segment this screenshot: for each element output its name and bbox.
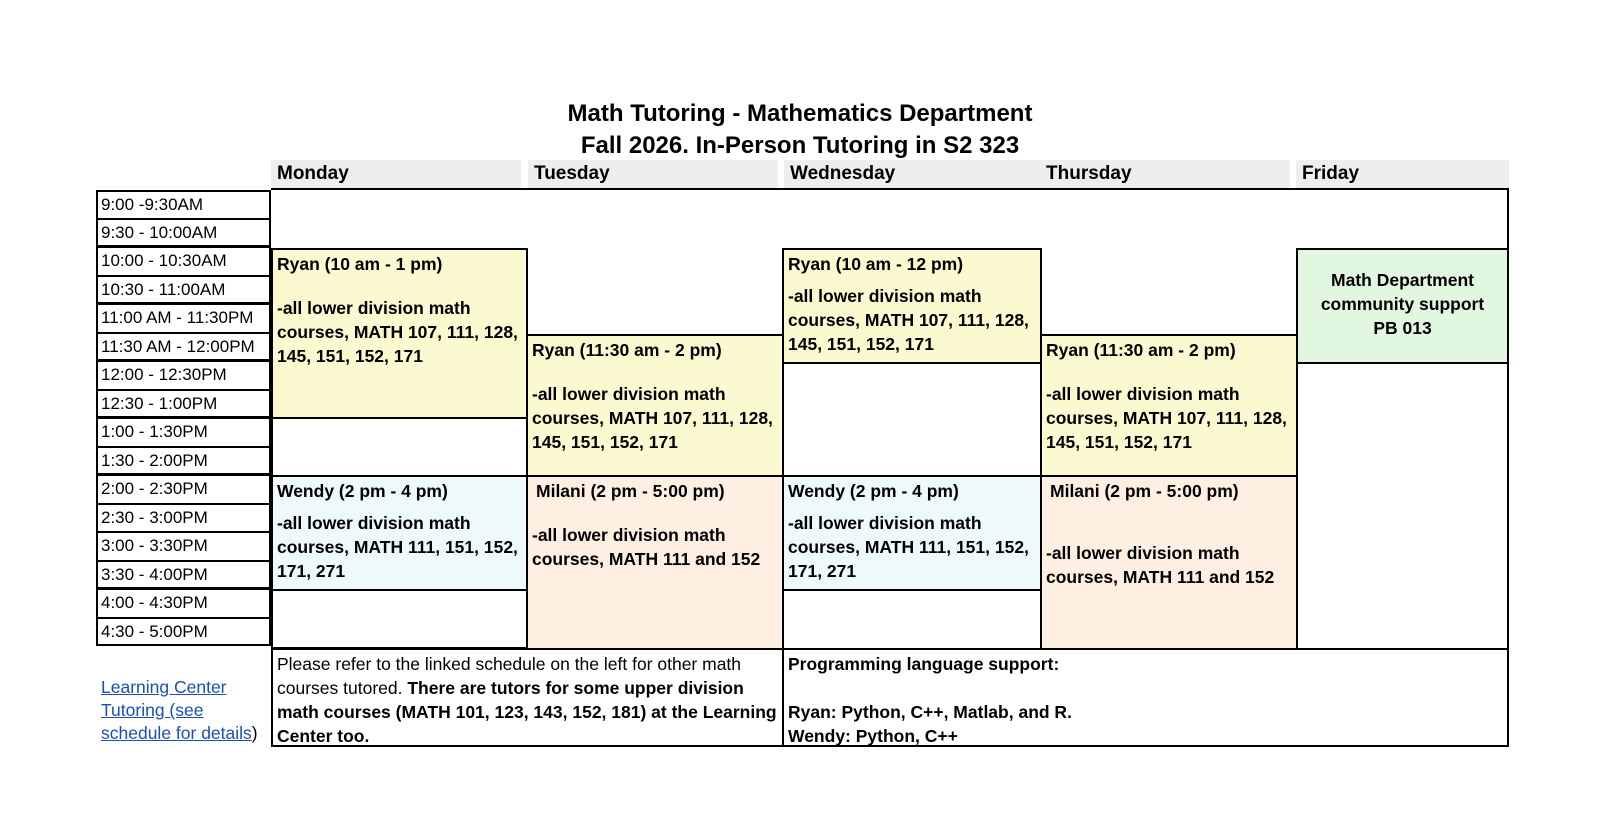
tutor-name: Wendy (2 pm - 4 pm)	[788, 481, 959, 501]
tutor-courses: -all lower division math courses, MATH 107, 111, 128, 145, 151, 152, 171	[277, 298, 518, 366]
programming-ryan: Ryan: Python, C++, Matlab, and R.	[788, 702, 1072, 722]
programming-wendy: Wendy: Python, C++	[788, 726, 958, 746]
time-slot-label: 4:30 - 5:00PM	[96, 618, 271, 647]
link-suffix: )	[251, 723, 258, 743]
tuesday-milani-block	[526, 475, 784, 650]
support-room: PB 013	[1373, 318, 1432, 338]
learning-center-link-text[interactable]: Learning Center Tutoring (see schedule for details	[101, 677, 252, 743]
tutor-courses: -all lower division math courses, MATH 111 and 152	[1046, 543, 1275, 587]
time-slot-label: 2:30 - 3:00PM	[96, 504, 271, 533]
tutor-name: Ryan (10 am - 1 pm)	[277, 254, 443, 274]
time-slot-label: 1:00 - 1:30PM	[96, 418, 271, 447]
day-header-wednesday: Wednesday	[784, 160, 1040, 188]
monday-empty-block	[271, 417, 528, 477]
monday-wendy-block	[271, 475, 528, 591]
tutor-courses: -all lower division math courses, MATH 107, 111, 128, 145, 151, 152, 171	[788, 286, 1029, 354]
time-slot-label: 9:00 -9:30AM	[96, 190, 271, 219]
programming-support	[782, 648, 1509, 747]
day-header-tuesday: Tuesday	[528, 160, 778, 188]
day-header-friday: Friday	[1296, 160, 1509, 188]
tutor-courses: -all lower division math courses, MATH 111, 151, 152, 171, 271	[788, 513, 1029, 581]
time-slot-label: 1:30 - 2:00PM	[96, 447, 271, 476]
wednesday-empty-block	[782, 362, 1042, 477]
time-slot-label: 9:30 - 10:00AM	[96, 219, 271, 248]
tutor-name: Ryan (11:30 am - 2 pm)	[532, 340, 722, 360]
learning-center-link[interactable]	[101, 676, 271, 745]
support-subtitle: community support	[1320, 294, 1485, 314]
time-slot-label: 2:00 - 2:30PM	[96, 475, 271, 504]
friday-empty-block	[1296, 362, 1509, 650]
time-slot-label: 3:30 - 4:00PM	[96, 561, 271, 590]
thursday-ryan-block	[1040, 334, 1298, 477]
wednesday-ryan-block	[782, 248, 1042, 364]
day-header-monday: Monday	[271, 160, 521, 188]
tutor-name: Milani (2 pm - 5:00 pm)	[536, 481, 725, 501]
tutor-courses: -all lower division math courses, MATH 107, 111, 128, 145, 151, 152, 171	[532, 384, 773, 452]
footer-note	[271, 648, 784, 747]
monday-ryan-block	[271, 248, 528, 419]
tutor-name: Ryan (10 am - 12 pm)	[788, 254, 964, 274]
programming-title: Programming language support:	[788, 654, 1060, 674]
page-subtitle: Fall 2026. In-Person Tutoring in S2 323	[580, 132, 1020, 159]
wednesday-empty-block-late	[782, 589, 1042, 650]
tutor-name: Ryan (11:30 am - 2 pm)	[1046, 340, 1236, 360]
monday-empty-block-late	[271, 589, 528, 649]
time-slot-label: 12:00 - 12:30PM	[96, 361, 271, 390]
tutor-courses: -all lower division math courses, MATH 111, 151, 152, 171, 271	[277, 513, 518, 581]
time-slot-label: 11:00 AM - 11:30PM	[96, 304, 271, 333]
time-slot-label: 4:00 - 4:30PM	[96, 589, 271, 618]
page-title: Math Tutoring - Mathematics Department	[567, 100, 1033, 127]
footer-note-plain: Please refer to the linked schedule on the left for other math courses tutored.	[277, 654, 742, 698]
time-slot-label: 3:00 - 3:30PM	[96, 532, 271, 561]
time-slot-label: 11:30 AM - 12:00PM	[96, 333, 271, 362]
tutor-name: Wendy (2 pm - 4 pm)	[277, 481, 448, 501]
friday-support-block	[1296, 248, 1509, 364]
tutor-name: Milani (2 pm - 5:00 pm)	[1050, 481, 1239, 501]
tuesday-ryan-block	[526, 334, 784, 477]
thursday-milani-block	[1040, 475, 1298, 650]
tutor-courses: -all lower division math courses, MATH 111 and 152	[532, 525, 761, 569]
tutor-courses: -all lower division math courses, MATH 107, 111, 128, 145, 151, 152, 171	[1046, 384, 1287, 452]
support-title: Math Department	[1331, 270, 1474, 290]
footer-note-bold: There are tutors for some upper division math courses (MATH 101, 123, 143, 152, 181) at the Learning Center too.	[277, 678, 777, 746]
wednesday-wendy-block	[782, 475, 1042, 591]
day-header-thursday: Thursday	[1040, 160, 1290, 188]
time-slot-label: 10:30 - 11:00AM	[96, 276, 271, 305]
time-slot-label: 10:00 - 10:30AM	[96, 247, 271, 276]
time-slot-label: 12:30 - 1:00PM	[96, 390, 271, 419]
